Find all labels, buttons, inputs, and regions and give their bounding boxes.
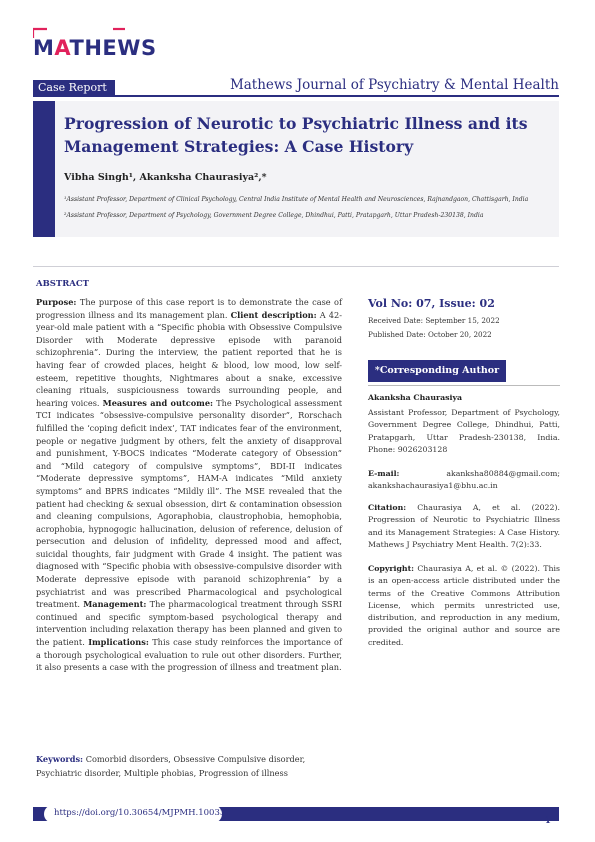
- measures-label: Measures and outcome:: [102, 397, 214, 408]
- volume-issue: Vol No: 07, Issue: 02: [368, 297, 495, 310]
- keywords-label: Keywords:: [36, 754, 84, 764]
- affiliation-1: ¹Assistant Professor, Department of Clinical Psychology, Central India Institute of Mental Health and Neurosciences, Rajnandgaon, Chattisgarh, India: [64, 196, 529, 203]
- journal-name: Mathews Journal of Psychiatry & Mental Health: [229, 77, 559, 93]
- corresponding-author-address: Assistant Professor, Department of Psychology, Government Degree College, Dhindhui, Patti, Pratapgarh, Uttar Pradesh-230138, India. Phone: 9026203128: [368, 408, 560, 454]
- abstract-body: [36, 296, 342, 674]
- copyright-label: Copyright:: [368, 564, 415, 573]
- corresponding-author-badge: *Corresponding Author: [368, 360, 506, 382]
- citation-label: Citation:: [368, 503, 407, 512]
- abstract-heading: ABSTRACT: [36, 279, 89, 289]
- keywords-text: Comorbid disorders, Obsessive Compulsive disorder, Psychiatric disorder, Multiple phobias, Progression of illness: [36, 754, 306, 778]
- citation-block: [368, 502, 560, 551]
- logo-text: MATHEWS: [33, 36, 157, 60]
- citation-text: Chaurasiya A, et al. (2022). Progression of Neurotic to Psychiatric Illness and its Management Strategies: A Case History. Mathews J Psychiatry Ment Health. 7(2):33.: [368, 503, 560, 549]
- management-text: The pharmacological treatment through SSRI continued and specific symptom-based psychological therapy and intervention including relaxation therapy has been planned and given to the patient.: [36, 599, 342, 648]
- copyright-text: Chaurasiya A, et al. © (2022). This is an open-access article distributed under the terms of the Creative Commons Attribution License, which permits unrestricted use, distribution, and reproduction in any medium, provided the original author and source are credited.: [368, 564, 560, 647]
- purpose-label: Purpose:: [36, 297, 77, 307]
- purpose-text: The purpose of this case report is to demonstrate the case of progression illness and its management plan.: [36, 297, 342, 320]
- client-text: A 42-year-old male patient with a “Specific phobia with Obsessive Compulsive Disorder with Moderate depressive episode with paranoid schizophrenia”. During the interview, the patient reported that he is having fear of crowded places, height & blood, low mood, low self-esteem, repetitive thoughts, Nightmares about a snake, excessive cleaning rituals, suspiciousness towards surrounding people, and hearing voices.: [36, 309, 342, 408]
- management-label: Management:: [83, 599, 147, 610]
- email-label: E-mail:: [368, 469, 400, 478]
- keywords: [36, 752, 342, 780]
- header-rule: [33, 95, 559, 97]
- corresponding-author-name: Akanksha Chaurasiya: [368, 393, 463, 402]
- article-title: Progression of Neurotic to Psychiatric Illness and its Management Strategies: A Case History: [64, 114, 528, 156]
- implications-text: This case study reinforces the importance of a thorough psychological evaluation to rule out other disorders. Further, it also presents a case with the progression of illness and treatment plan.: [36, 637, 342, 673]
- email-addresses[interactable]: akanksha80884@gmail.com; akankshachaurasiya1@bhu.ac.in: [368, 469, 560, 491]
- author-list: Vibha Singh¹, Akanksha Chaurasiya²,*: [64, 172, 267, 183]
- article-type-badge: Case Report: [33, 80, 115, 95]
- copyright-block: [368, 563, 560, 649]
- received-date: Received Date: September 15, 2022: [368, 316, 500, 325]
- mathews-logo: [33, 26, 157, 66]
- affiliation-2: ²Assistant Professor, Department of Psychology, Government Degree College, Dhindhui, Patti, Pratapgarh, Uttar Pradesh-230138, India: [64, 212, 484, 219]
- section-divider: [33, 266, 559, 267]
- client-label: Client description:: [230, 309, 317, 320]
- title-accent-bar: [33, 101, 55, 237]
- implications-label: Implications:: [88, 637, 149, 648]
- page-number: 1: [544, 816, 551, 826]
- email-block: [368, 468, 560, 493]
- published-date: Published Date: October 20, 2022: [368, 330, 492, 339]
- sidebar-rule: [368, 385, 560, 386]
- doi-link[interactable]: https://doi.org/10.30654/MJPMH.10033: [54, 808, 226, 818]
- measures-text: The Psychological assessment TCI indicates “obsessive-compulsive personality disorder”, Rorschach fulfilled the ‘coping deficit index’, TAT indicates fear of the environment, people or negative judgment by others, felt the anxiety of disapproval and punishment, Y-BOCS indicates “Moderate category of Obsession” and “Mild category of compulsive symptoms”, BDI-II indicates “Moderate depressive symptoms”, HAM-A indicates “Mild anxiety symptoms” and BPRS indicates “Mildly ill”. The MSE revealed that the patient had checking & sexual obsession, dirt & contamination obsession and cleaning compulsions, Agoraphobia, claustrophobia, hemophobia, acrophobia, hypnogogic hallucination, delusion of reference, delusion of persecution and delusion of infidelity, depressed mood and affect, suicidal thoughts, fair judgment with Grade 4 insight. The patient was diagnosed with “Specific phobia with obsessive-compulsive disorder with Moderate depressive episode with paranoid schizophrenia” by a psychiatrist and was prescribed Pharmacological and psychological treatment.: [36, 397, 342, 610]
